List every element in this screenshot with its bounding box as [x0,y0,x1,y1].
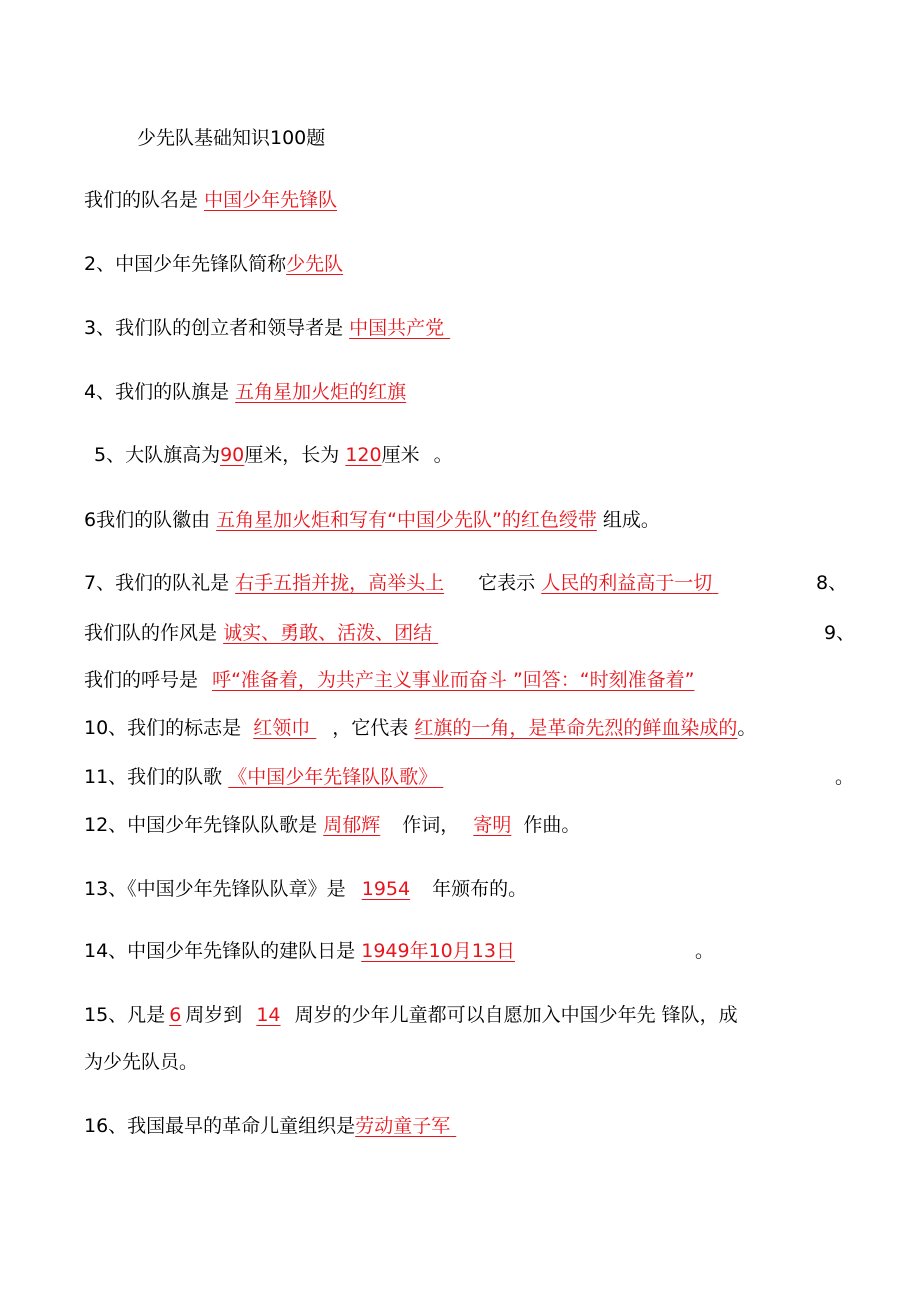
answer-10a: 红领巾 [253,717,311,739]
question-8-number: 8、 [816,572,848,594]
answer-6: 五角星加火炬和写有“中国少先队”的红色绶带 [216,509,597,531]
answer-12a: 周郁辉 [323,814,381,836]
question-14-prefix: 14、中国少年先锋队的建队日是 [84,940,356,962]
answer-4: 五角星加火炬的红旗 [235,381,407,403]
answer-13: 1954 [361,878,411,900]
question-12-suffix: 作曲。 [523,814,581,836]
question-5-end: 。 [433,444,453,466]
question-10-prefix: 10、我们的标志是 [84,717,242,739]
answer-16: 劳动童子军 [355,1115,451,1137]
question-11 [84,764,497,790]
question-15-line2: 为少先队员。 [84,1051,199,1073]
question-4 [84,379,406,405]
question-11-prefix: 11、我们的队歌 [84,766,223,788]
question-10-mid: ，它代表 [332,717,409,739]
question-10 [84,715,756,741]
question-10-end: 。 [737,717,757,739]
answer-14: 1949年10月13日 [361,940,515,962]
answer-7a: 右手五指并拢，高举头上 [235,572,445,594]
answer-15a: 6 [169,1004,182,1026]
question-5-prefix: 5、大队旗高为 [94,444,221,466]
question-3-prefix: 3、我们队的创立者和领导者是 [84,317,344,339]
answer-5a: 90 [220,444,245,466]
answer-10b: 红旗的一角，是革命先烈的鲜血染成的 [414,717,738,739]
answer-8: 诚实、勇敢、活泼、团结 [223,622,433,644]
question-13 [84,876,527,902]
question-16-prefix: 16、我国最早的革命儿童组织是 [84,1115,356,1137]
question-15-mid: 周岁到 [185,1004,243,1026]
question-9-prefix: 我们的呼号是 [84,669,199,691]
answer-1: 中国少年先锋队 [204,189,338,211]
question-4-prefix: 4、我们的队旗是 [84,381,230,403]
question-13-suffix: 年颁布的。 [432,878,528,900]
question-8-prefix: 我们队的作风是 [84,622,218,644]
question-7-prefix: 7、我们的队礼是 [84,572,230,594]
answer-12b: 寄明 [473,814,512,836]
answer-2: 少先队 [286,253,344,275]
question-1-prefix: 我们的队名是 [84,189,199,211]
question-14-end: 。 [695,940,715,962]
question-13-prefix: 13、《中国少年先锋队队章》是 [84,878,346,900]
answer-15b: 14 [256,1004,281,1026]
question-5-suffix: 厘米 [381,444,420,466]
question-11-end: 。 [835,766,855,788]
question-3 [84,315,466,341]
question-15-suffix: 周岁的少年儿童都可以自愿加入中国少年先 锋队，成 [294,1004,738,1026]
question-9-number: 9、 [824,622,856,644]
question-5 [94,442,453,468]
question-9 [84,667,694,693]
answer-3: 中国共产党 [349,317,445,339]
question-5-mid: 厘米，长为 [244,444,340,466]
question-7-mid: 它表示 [478,572,536,594]
question-12 [84,812,580,838]
question-2-prefix: 2、中国少年先锋队简称 [84,253,287,275]
question-12-mid: 作词， [402,814,460,836]
answer-9: 呼“准备着，为共产主义事业而奋斗 ”回答：“时刻准备着” [212,669,695,691]
question-16 [84,1113,456,1139]
answer-7b: 人民的利益高于一切 [541,572,713,594]
question-6 [84,507,660,533]
question-1 [84,187,337,213]
question-6-suffix: 组成。 [602,509,660,531]
question-8 [84,620,462,646]
question-15 [84,1002,738,1028]
answer-5b: 120 [345,444,382,466]
answer-11: 《中国少年先锋队队歌》 [228,766,438,788]
question-12-prefix: 12、中国少年先锋队队歌是 [84,814,318,836]
document-title: 少先队基础知识100题 [137,127,326,149]
question-7 [84,570,720,596]
question-14 [84,938,515,964]
question-2 [84,251,343,277]
question-6-prefix: 6我们的队徽由 [84,509,211,531]
question-15-prefix: 15、凡是 [84,1004,166,1026]
